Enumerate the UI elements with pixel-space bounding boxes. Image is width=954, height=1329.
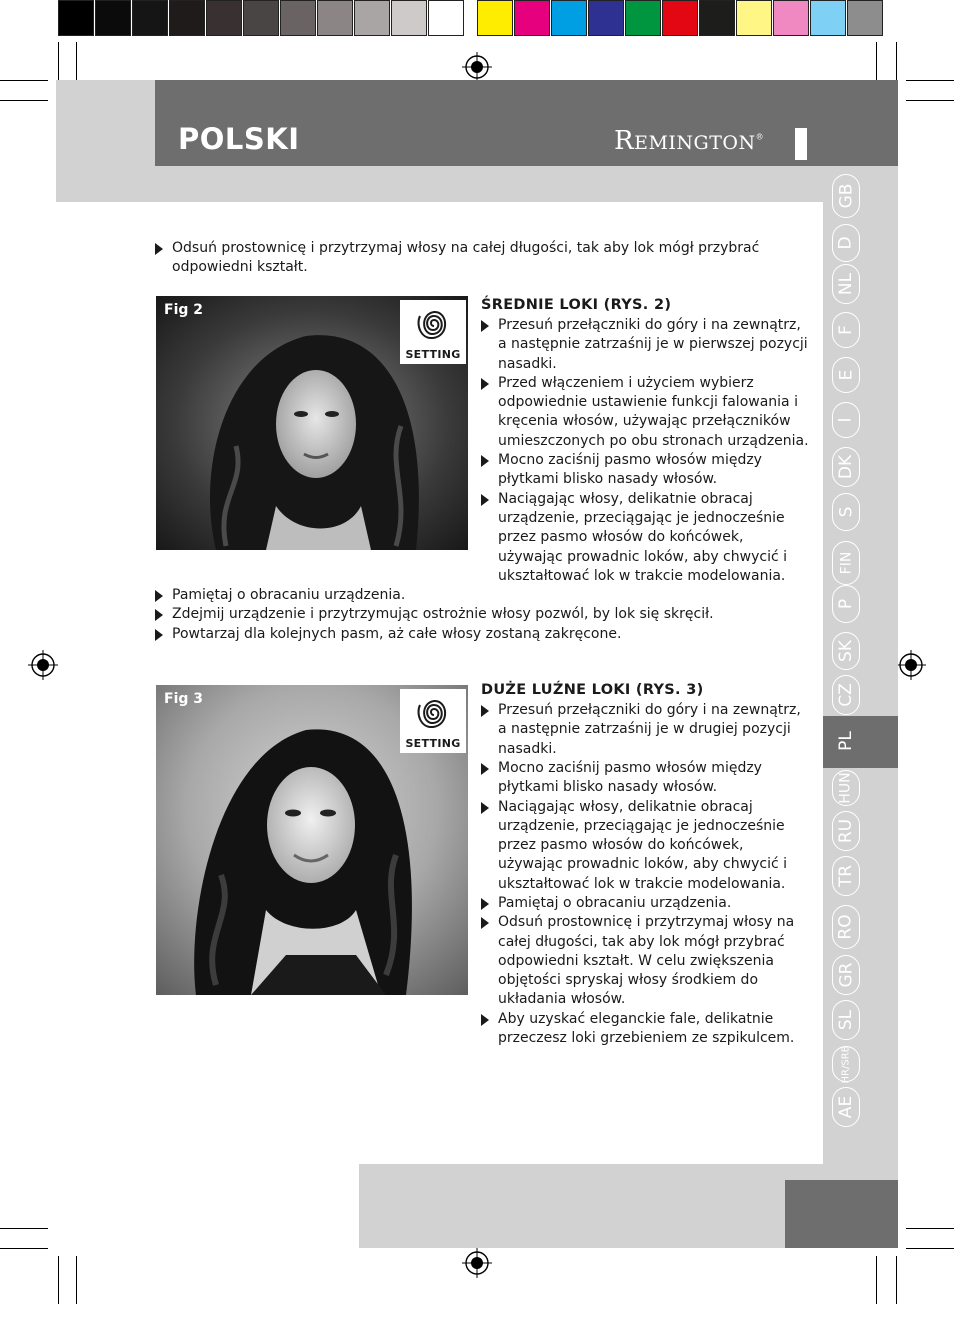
color-swatch — [625, 0, 661, 36]
language-tab-ro[interactable] — [832, 905, 860, 949]
arrow-bullet-icon — [155, 243, 163, 255]
arrow-bullet-icon — [481, 494, 489, 506]
bullet-text: Zdejmij urządzenie i przytrzymując ostrożnie włosy pozwól, by lok się skręcił. — [172, 606, 714, 623]
crop-mark — [0, 1248, 48, 1249]
color-swatch — [58, 0, 94, 36]
language-tab-gr[interactable] — [832, 955, 860, 995]
color-swatch — [132, 0, 168, 36]
crop-mark — [0, 1228, 48, 1229]
language-tab-hr-srb[interactable] — [832, 1046, 860, 1082]
text-line: odpowiedni kształt. — [172, 259, 308, 276]
language-tab-fin[interactable] — [832, 541, 860, 585]
color-calibration-bar — [58, 0, 884, 38]
language-tab-label: SL — [835, 1009, 856, 1031]
bullet-item — [481, 374, 809, 451]
language-tab-label: TR — [835, 864, 856, 888]
crop-mark — [906, 100, 954, 101]
language-tab-label: I — [835, 417, 856, 423]
language-tab-dk[interactable] — [832, 447, 860, 487]
language-tab-ru[interactable] — [832, 811, 860, 851]
color-swatch — [354, 0, 390, 36]
bullet-text — [498, 701, 801, 759]
text-line: a następnie zatrzaśnij je w drugiej pozycji — [498, 721, 791, 738]
figure-2 — [156, 296, 468, 550]
color-swatch — [317, 0, 353, 36]
intro-bullet-text — [172, 239, 759, 278]
arrow-bullet-icon — [481, 705, 489, 717]
setting-badge-text: SETTING — [405, 348, 461, 361]
text-line: płytkami blisko nasady włosów. — [498, 471, 718, 488]
color-swatch — [477, 0, 513, 36]
language-tab-f[interactable] — [832, 312, 860, 348]
text-line: płytkami blisko nasady włosów. — [498, 779, 718, 796]
registration-mark-icon — [28, 650, 58, 680]
curl-setting-icon — [400, 302, 466, 348]
color-swatch — [206, 0, 242, 36]
registration-mark-icon — [462, 1248, 492, 1278]
text-line: urządzenie, przeciągając je jednocześnie — [498, 817, 785, 834]
bullet-item — [481, 913, 801, 1010]
text-line: używając prowadnic loków, aby chwycić i — [498, 856, 787, 873]
bullet-item — [481, 798, 801, 895]
arrow-bullet-icon — [155, 609, 163, 621]
language-tab-label: D — [836, 236, 856, 250]
text-line: Odsuń prostownicę i przytrzymaj włosy na całej długości, tak aby lok mógł przybrać — [172, 240, 760, 256]
bullet-text — [498, 894, 731, 913]
brand-logo-initial: R — [614, 126, 635, 156]
bullet-text — [498, 374, 809, 451]
bullet-item — [481, 1010, 801, 1049]
text-line: Odsuń prostownicę i przytrzymaj włosy na — [498, 914, 795, 931]
text-line: ukształtować lok w trakcie modelowania. — [498, 567, 786, 584]
colorbar-gap — [465, 0, 477, 38]
section-heading: DUŻE LUŹNE LOKI (RYS. 3) — [481, 682, 704, 698]
text-line: ukształtować lok w trakcie modelowania. — [498, 875, 786, 892]
bullet-text — [498, 316, 808, 374]
arrow-bullet-icon — [481, 898, 489, 910]
language-tab-e[interactable] — [832, 357, 860, 393]
brand-mark: ® — [755, 132, 765, 142]
text-line: przez pasmo włosów do końcówek, — [498, 529, 744, 546]
page-number-box — [785, 1180, 898, 1248]
color-swatch — [95, 0, 131, 36]
intro-bullet — [155, 239, 795, 279]
language-tab-label: FIN — [838, 551, 854, 575]
language-tab-label: AE — [836, 1095, 856, 1119]
setting-badge — [400, 689, 466, 753]
language-tab-label: PL — [835, 731, 856, 751]
color-swatch — [243, 0, 279, 36]
text-line: a następnie zatrzaśnij je w pierwszej pozycji — [498, 336, 808, 353]
language-tab-label: SK — [835, 640, 856, 662]
bullet-item — [155, 625, 795, 644]
crop-mark — [906, 1228, 954, 1229]
language-tab-label: RO — [835, 914, 856, 940]
language-tab-i[interactable] — [832, 402, 860, 438]
bullet-text — [498, 798, 787, 894]
figure-3 — [156, 685, 468, 995]
color-swatch — [847, 0, 883, 36]
color-swatch — [280, 0, 316, 36]
arrow-bullet-icon — [481, 802, 489, 814]
text-line: Naciągając włosy, delikatnie obracaj — [498, 490, 753, 507]
arrow-bullet-icon — [481, 378, 489, 390]
color-swatch — [699, 0, 735, 36]
text-line: układania włosów. — [498, 991, 626, 1008]
crop-mark — [0, 100, 48, 101]
language-tab-s[interactable] — [832, 493, 860, 531]
setting-badge-text: SETTING — [405, 737, 461, 750]
bullet-text — [498, 1010, 794, 1049]
text-line: nasadki. — [498, 740, 557, 757]
setting-badge — [400, 300, 466, 364]
bullet-item — [481, 490, 801, 587]
text-line: Aby uzyskać eleganckie fale, delikatnie — [498, 1010, 774, 1027]
arrow-bullet-icon — [481, 455, 489, 467]
section-heading: ŚREDNIE LOKI (RYS. 2) — [481, 297, 672, 313]
bullet-item — [481, 894, 801, 913]
text-line: Przed włączeniem i użyciem wybierz — [498, 374, 754, 391]
language-tab-gb[interactable] — [832, 174, 860, 218]
text-line: umieszczonych po obu stronach urządzenia. — [498, 432, 809, 449]
color-swatch — [551, 0, 587, 36]
crop-mark — [876, 1256, 877, 1304]
color-swatch — [391, 0, 427, 36]
brand-logo-rest: EMINGTON — [634, 132, 756, 154]
arrow-bullet-icon — [155, 629, 163, 641]
language-tab-tr[interactable] — [832, 856, 860, 896]
text-line: Przesuń przełączniki do góry i na zewnątrz, — [498, 702, 801, 718]
color-swatch — [736, 0, 772, 36]
bullet-item — [481, 701, 801, 759]
text-line: Mocno zaciśnij pasmo włosów między — [498, 759, 762, 776]
language-tab-label: GB — [836, 183, 856, 209]
arrow-bullet-icon — [155, 590, 163, 602]
arrow-bullet-icon — [481, 917, 489, 929]
brand-logo — [614, 126, 764, 156]
crop-mark — [896, 42, 897, 80]
bullet-text — [498, 913, 794, 1009]
text-line: Pamiętaj o obracaniu urządzenia. — [498, 895, 732, 911]
language-tab-pl[interactable] — [832, 720, 860, 762]
language-tab-label: GR — [836, 962, 856, 988]
text-line: przeczesz loki grzebieniem ze szpikulcem. — [498, 1030, 795, 1047]
color-swatch — [662, 0, 698, 36]
crop-mark — [896, 1256, 897, 1304]
language-tab-sl[interactable] — [832, 1000, 860, 1040]
registration-mark-icon — [462, 52, 492, 82]
bullet-item — [481, 759, 801, 798]
bullet-item — [155, 605, 795, 624]
color-swatch — [514, 0, 550, 36]
crop-mark — [906, 1248, 954, 1249]
crop-mark — [76, 1256, 77, 1304]
text-line: objętości spryskaj włosy środkiem do — [498, 972, 759, 989]
text-line: używając prowadnic loków, aby chwycić i — [498, 548, 787, 565]
language-tab-label: F — [836, 325, 856, 335]
crop-mark — [58, 42, 59, 80]
color-swatch — [810, 0, 846, 36]
language-tab-label: RU — [835, 818, 856, 844]
crop-mark — [876, 42, 877, 80]
language-tab-p[interactable] — [832, 585, 860, 623]
crop-mark — [906, 80, 954, 81]
color-swatch — [428, 0, 464, 36]
language-tab-label: HUN — [838, 772, 854, 804]
text-line: kręcenia włosów, używając przełączników — [498, 413, 791, 430]
language-tab-label: HR/SRB — [840, 1045, 852, 1083]
language-tab-nl[interactable] — [832, 264, 860, 304]
text-line: urządzenie, przeciągając je jednocześnie — [498, 509, 785, 526]
bullet-item — [481, 316, 808, 374]
bullet-item — [155, 586, 795, 605]
arrow-bullet-icon — [481, 320, 489, 332]
figure-label: Fig 3 — [164, 691, 203, 707]
crop-mark — [0, 80, 48, 81]
bullet-item — [481, 451, 801, 490]
text-line: Przesuń przełączniki do góry i na zewnątrz, — [498, 317, 801, 333]
registration-mark-icon — [896, 650, 926, 680]
language-tab-label: CZ — [836, 683, 856, 707]
bullet-text: Powtarzaj dla kolejnych pasm, aż całe włosy zostaną zakręcone. — [172, 625, 622, 642]
figure-label: Fig 2 — [164, 302, 203, 318]
language-tab-d[interactable] — [832, 224, 860, 262]
crop-mark — [76, 42, 77, 80]
page-title: POLSKI — [178, 122, 300, 156]
text-line: Mocno zaciśnij pasmo włosów między — [498, 452, 762, 469]
arrow-bullet-icon — [481, 763, 489, 775]
crop-mark — [58, 1256, 59, 1304]
color-swatch — [588, 0, 624, 36]
language-tab-ae[interactable] — [832, 1087, 860, 1127]
color-swatch — [169, 0, 205, 36]
brand-bar — [795, 128, 807, 160]
language-tab-cz[interactable] — [832, 675, 860, 715]
bullet-text — [498, 451, 762, 490]
language-tab-label: S — [835, 506, 856, 518]
arrow-bullet-icon — [481, 1014, 489, 1026]
language-tab-hun[interactable] — [832, 770, 860, 806]
text-line: całej długości, tak aby lok mógł przybrać — [498, 933, 785, 950]
color-swatch — [773, 0, 809, 36]
bullet-text — [498, 490, 787, 586]
language-tab-sk[interactable] — [832, 632, 860, 670]
bullet-text — [498, 759, 762, 798]
text-line: Naciągając włosy, delikatnie obracaj — [498, 798, 753, 815]
language-tab-label: NL — [835, 272, 856, 296]
language-tab-label: P — [835, 598, 856, 610]
text-line: odpowiednie ustawienie funkcji falowania i — [498, 394, 798, 411]
text-line: odpowiedni kształt. W celu zwiększenia — [498, 952, 774, 969]
language-tab-label: DK — [836, 454, 856, 480]
text-line: przez pasmo włosów do końcówek, — [498, 837, 744, 854]
bullet-text: Pamiętaj o obracaniu urządzenia. — [172, 587, 406, 603]
text-line: nasadki. — [498, 355, 557, 372]
curl-setting-icon — [400, 691, 466, 737]
language-tab-label: E — [836, 369, 856, 381]
